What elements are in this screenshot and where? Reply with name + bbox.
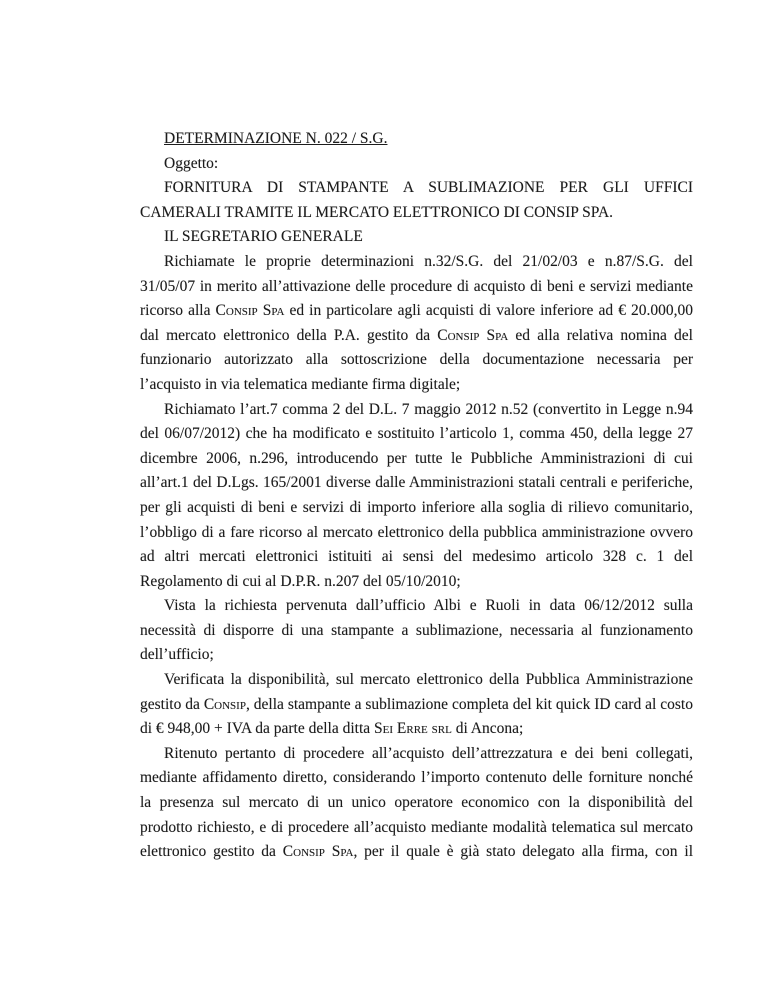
paragraph: [140, 594, 693, 668]
text-segment: Richiamate le proprie determinazioni n.32/S.G. del 21/02/03 e n.87/S.G. del 31/05/07 in merito all’attivazione delle procedure di acquisto di beni e servizi mediante ricorso alla: [140, 252, 693, 320]
text-segment: , per il quale è già stato delegato alla firma, con il: [353, 843, 693, 861]
smallcaps-text: Sei Erre srl: [374, 720, 452, 738]
text-segment: ed in particolare agli acquisti di valore inferiore ad € 20.000,00 dal mercato elettronico della P.A. gestito da: [140, 302, 694, 344]
document-title: DETERMINAZIONE N. 022 / S.G.: [164, 130, 388, 147]
text-segment: Ritenuto pertanto di procedere all’acquisto dell’attrezzatura e dei beni collegati, mediante affidamento diretto, considerando l’importo contenuto delle forniture nonché la presenza sul mercato di un unico operatore economico con la disponibilità del prodotto richiesto, e di procedere all’acquisto mediante modalità telematica sul mercato elettronico gestito da: [140, 744, 693, 861]
subject-label: Oggetto:: [164, 154, 219, 172]
text-segment: ed alla relativa nomina del funzionario autorizzato alla sottoscrizione della documentazione necessaria per l’acquisto in via telematica mediante firma digitale;: [140, 326, 693, 393]
text-segment: Vista la richiesta pervenuta dall’ufficio Albi e Ruoli in data 06/12/2012 sulla necessità di disporre di una stampante a sublimazione, necessaria al funzionamento dell’ufficio;: [140, 597, 693, 664]
paragraph: [140, 742, 693, 865]
smallcaps-text: Consip Spa: [437, 326, 509, 344]
subject-text: FORNITURA DI STAMPANTE A SUBLIMAZIONE PER GLI UFFICI CAMERALI TRAMITE IL MERCATO ELETTRONICO DI CONSIP SPA.: [140, 179, 693, 221]
paragraph: [140, 250, 693, 398]
text-segment: di Ancona;: [451, 720, 524, 738]
paragraph: [140, 398, 693, 595]
smallcaps-text: Consip Spa: [282, 843, 354, 861]
text-segment: Richiamato l’art.7 comma 2 del D.L. 7 maggio 2012 n.52 (convertito in Legge n.94 del 06/07/2012) che ha modificato e sostituito l’articolo 1, comma 450, della legge 27 dicembre 2006, n.296, introducendo per tutte le Pubbliche Amministrazioni di cui all’art.1 del D.Lgs. 165/2001 diverse dalle Amministrazioni statali centrali e periferiche, per gli acquisti di beni e servizi di importo inferiore alla soglia di rilievo comunitario, l’obbligo di a fare ricorso al mercato elettronico della pubblica amministrazione ovvero ad altri mercati elettronici istituiti ai sensi del medesimo articolo 328 c. 1 del Regolamento di cui al D.P.R. n.207 del 05/10/2010;: [140, 400, 693, 590]
text-segment: Verificata la disponibilità, sul mercato elettronico della Pubblica Amministrazione gestito da: [140, 671, 693, 713]
text-segment: , della stampante a sublimazione completa del kit quick ID card al costo di € 948,00 + IVA da parte della ditta: [140, 695, 693, 738]
paragraph: [140, 668, 693, 742]
smallcaps-text: Consip: [203, 695, 246, 713]
section-heading: IL SEGRETARIO GENERALE: [164, 228, 363, 246]
document-title-line: [140, 127, 693, 152]
document-text-block: [140, 127, 693, 865]
smallcaps-text: Consip Spa: [215, 302, 285, 320]
paragraph-container: [140, 250, 693, 865]
